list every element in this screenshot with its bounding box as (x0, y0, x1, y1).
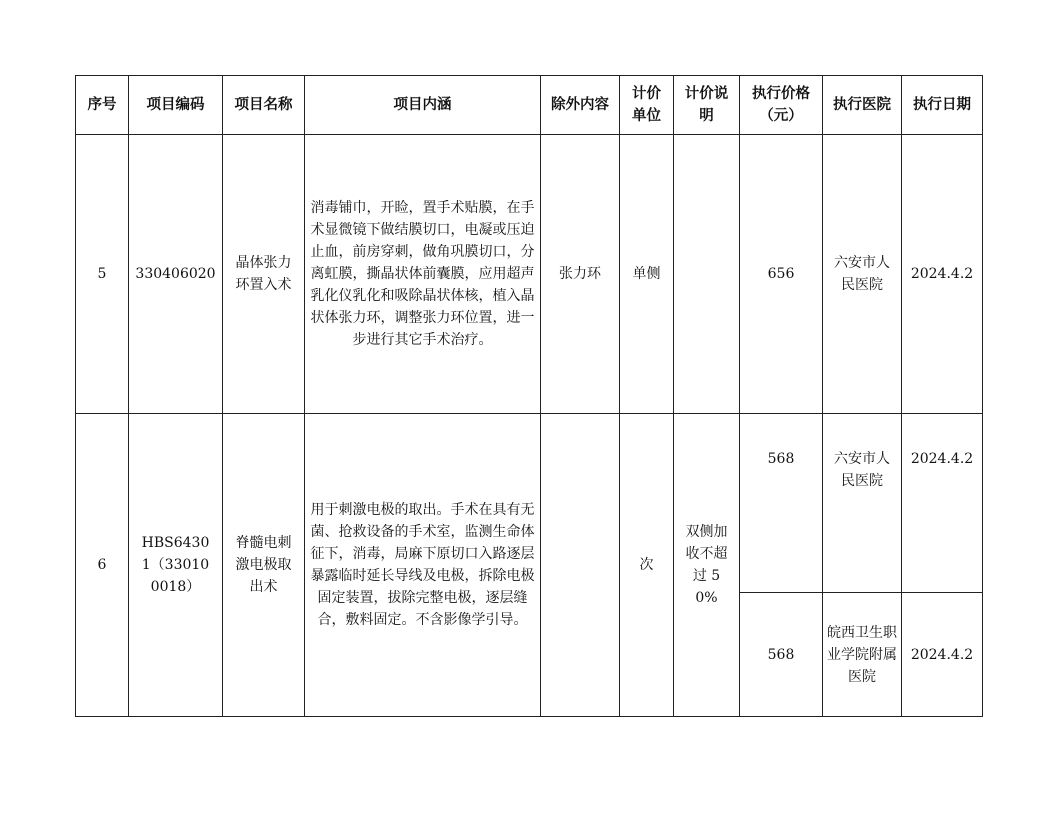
cell-seq: 6 (76, 414, 129, 717)
header-code: 项目编码 (129, 76, 223, 135)
table-row (76, 135, 983, 414)
cell-date: 2024.4.2 (902, 414, 983, 593)
cell-price: 568 (740, 593, 823, 717)
cell-excluded (541, 414, 620, 717)
cell-date: 2024.4.2 (902, 135, 983, 414)
cell-code: HBS64301（330100018） (129, 414, 223, 717)
cell-unit: 单侧 (620, 135, 674, 414)
price-table (75, 75, 983, 717)
cell-name: 脊髓电刺激电极取出术 (223, 414, 305, 717)
header-hospital: 执行医院 (823, 76, 902, 135)
cell-pricing-note: 双侧加收不超过 50% (674, 414, 740, 717)
header-pricing-note: 计价说明 (674, 76, 740, 135)
header-name: 项目名称 (223, 76, 305, 135)
cell-code: 330406020 (129, 135, 223, 414)
header-content: 项目内涵 (305, 76, 541, 135)
cell-content: 消毒铺巾，开睑，置手术贴膜，在手术显微镜下做结膜切口，电凝或压迫止血，前房穿刺，做角巩膜切口，分离虹膜，撕晶状体前囊膜，应用超声乳化仪乳化和吸除晶状体核，植入晶状体张力环，调整张力环位置，进一步进行其它手术治疗。 (305, 135, 541, 414)
cell-price: 568 (740, 414, 823, 593)
header-unit: 计价单位 (620, 76, 674, 135)
cell-price: 656 (740, 135, 823, 414)
cell-seq: 5 (76, 135, 129, 414)
header-row (76, 76, 983, 135)
table-row (76, 414, 983, 593)
cell-unit: 次 (620, 414, 674, 717)
header-price: 执行价格（元） (740, 76, 823, 135)
cell-content: 用于刺激电极的取出。手术在具有无菌、抢救设备的手术室，监测生命体征下，消毒，局麻下原切口入路逐层暴露临时延长导线及电极，拆除电极固定装置，拔除完整电极，逐层缝合，敷料固定。不含影像学引导。 (305, 414, 541, 717)
cell-hospital: 皖西卫生职业学院附属医院 (823, 593, 902, 717)
cell-excluded: 张力环 (541, 135, 620, 414)
cell-date: 2024.4.2 (902, 593, 983, 717)
cell-hospital: 六安市人民医院 (823, 414, 902, 593)
header-date: 执行日期 (902, 76, 983, 135)
header-excluded: 除外内容 (541, 76, 620, 135)
header-seq: 序号 (76, 76, 129, 135)
cell-name: 晶体张力环置入术 (223, 135, 305, 414)
cell-hospital: 六安市人民医院 (823, 135, 902, 414)
cell-pricing-note (674, 135, 740, 414)
